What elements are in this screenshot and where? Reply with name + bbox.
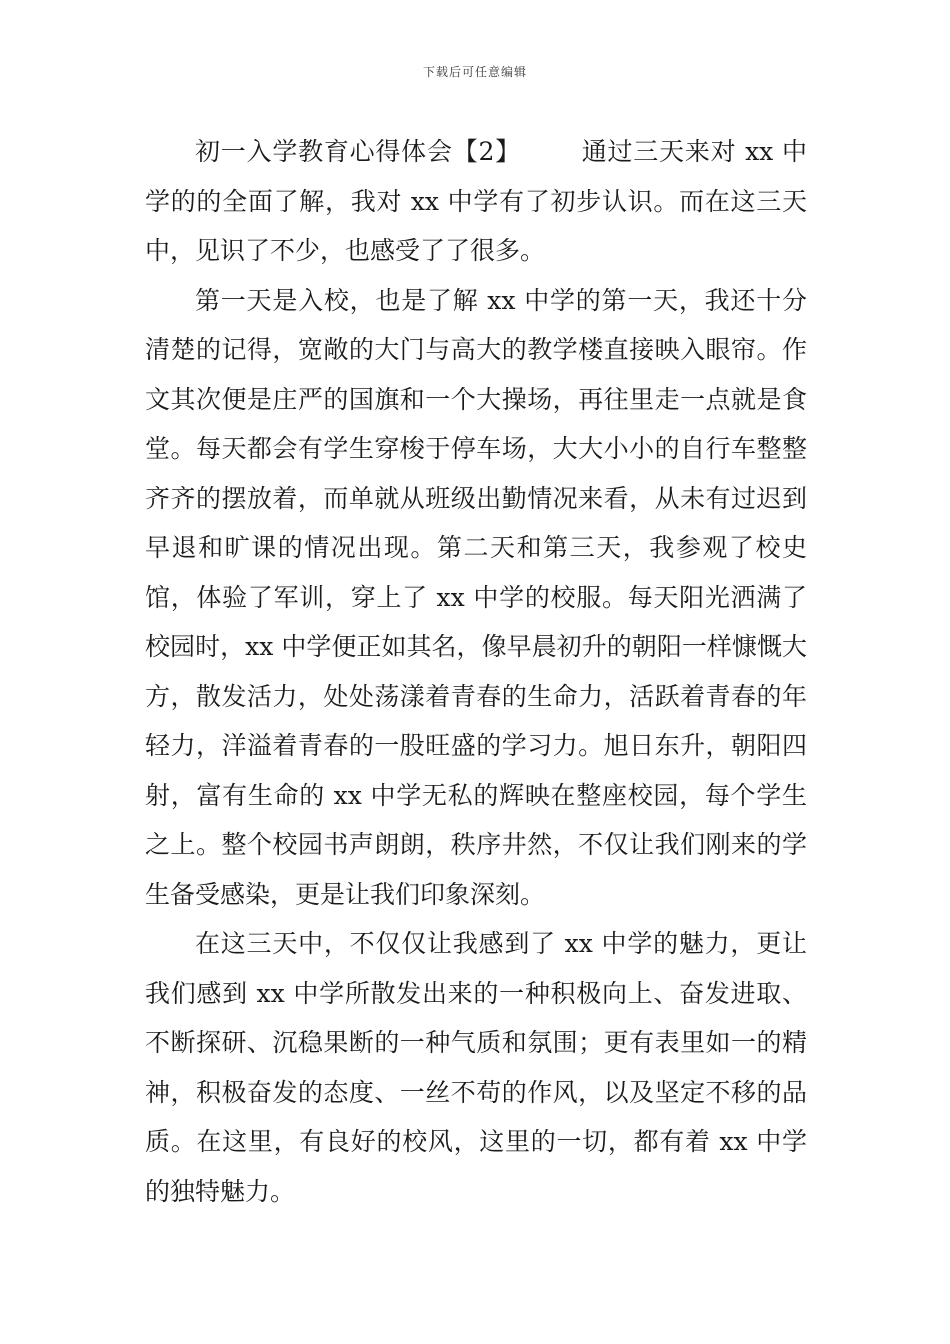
paragraph-2: 在这三天中，不仅仅让我感到了 xx 中学的魅力，更让我们感到 xx 中学所散发出来的一种积极向上、奋发进取、不断探研、沉稳果断的一种气质和氛围；更有表里如一的精神，积极奋发的态度、一丝不苟的作风，以及坚定不移的品质。在这里，有良好的校风，这里的一切，都有着 xx 中学的独特魅力。: [145, 929, 807, 1206]
article-body: [145, 127, 807, 1216]
paragraph-intro: [145, 127, 807, 276]
article-title: 初一入学教育心得体会【2】: [195, 137, 521, 166]
intro-text: 通过三天来对 xx 中学的的全面了解，我对 xx 中学有了初步认识。而在这三天中，见识了不少，也感受了了很多。: [145, 137, 807, 265]
header-note: 下载后可任意编辑: [422, 65, 527, 79]
paragraph-1: 第一天是入校，也是了解 xx 中学的第一天，我还十分清楚的记得，宽敞的大门与高大的教学楼直接映入眼帘。作文其次便是庄严的国旗和一个大操场，再往里走一点就是食堂。每天都会有学生穿梭于停车场，大大小小的自行车整整齐齐的摆放着，而单就从班级出勤情况来看，从未有过迟到早退和旷课的情况出现。第二天和第三天，我参观了校史馆，体验了军训，穿上了 xx 中学的校服。每天阳光洒满了校园时，xx 中学便正如其名，像早晨初升的朝阳一样慷慨大方，散发活力，处处荡漾着青春的生命力，活跃着青春的年轻力，洋溢着青春的一股旺盛的学习力。旭日东升，朝阳四射，富有生命的 xx 中学无私的辉映在整座校园，每个学生之上。整个校园书声朗朗，秩序井然，不仅让我们刚来的学生备受感染，更是让我们印象深刻。: [145, 285, 807, 909]
